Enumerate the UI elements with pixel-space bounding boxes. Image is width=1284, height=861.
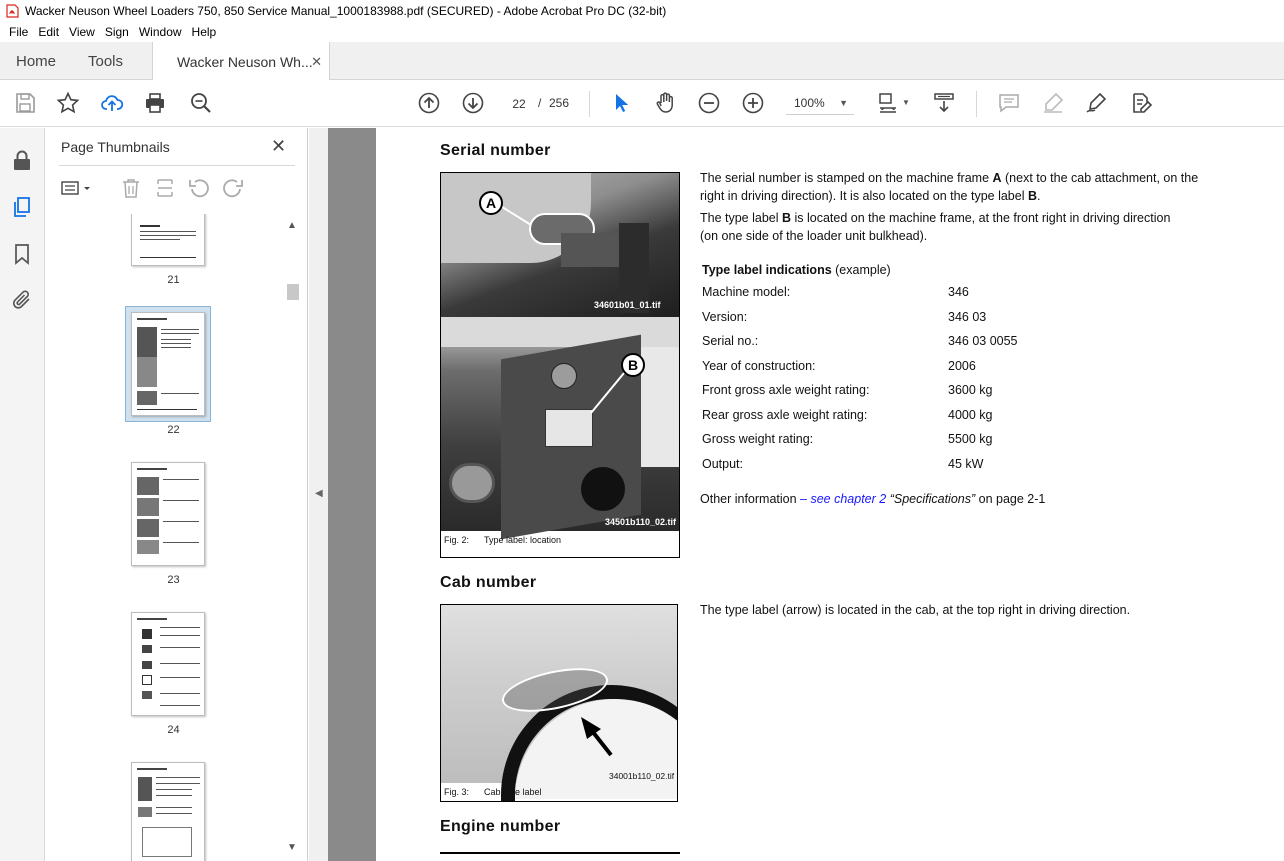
type-label-field: Year of construction: (702, 358, 816, 373)
type-label-value: 5500 kg (948, 432, 993, 447)
type-label-paragraph-line1: The type label B is located on the machine frame, at the front right in driving direction (700, 211, 1171, 225)
page-thumbnails-icon[interactable] (10, 195, 34, 219)
title-bar (0, 0, 1284, 22)
type-label-field: Front gross axle weight rating: (702, 383, 870, 398)
thumbnails-panel (45, 128, 308, 861)
delete-page-icon[interactable] (119, 176, 143, 200)
type-label-value: 4000 kg (948, 407, 993, 422)
menu-window[interactable]: Window (138, 25, 182, 39)
left-rail (0, 128, 45, 861)
heading-engine-number: Engine number (440, 818, 561, 835)
extract-page-icon[interactable] (153, 176, 177, 200)
page-number-input[interactable]: 22 (504, 91, 534, 115)
figure-caption: Cab type label (484, 787, 542, 797)
type-label-field: Rear gross axle weight rating: (702, 407, 868, 422)
comment-icon[interactable] (997, 91, 1021, 115)
type-label-row (700, 452, 1020, 477)
type-label-heading: Type label indications (example) (702, 263, 891, 277)
type-label-value: 45 kW (948, 456, 984, 471)
type-label-value: 346 (948, 285, 969, 300)
bookmarks-icon[interactable] (10, 242, 34, 266)
figure-serial-type-label (440, 172, 680, 558)
type-label-row (700, 403, 1020, 428)
fit-page-icon[interactable] (876, 91, 900, 115)
tab-document-label: Wacker Neuson Wh... (177, 53, 313, 70)
next-page-icon[interactable] (461, 91, 485, 115)
tab-home[interactable]: Home (16, 52, 57, 70)
scrollbar-thumb[interactable] (287, 284, 299, 300)
figure-file-name: 34001b110_02.tif (609, 771, 675, 781)
attachment-icon[interactable] (10, 288, 34, 312)
thumbnail-list (45, 214, 308, 861)
type-label-field: Output: (702, 456, 743, 471)
type-label-row (700, 427, 1020, 452)
page-separator: / (538, 96, 542, 110)
photo-cab-label (441, 605, 678, 783)
tab-bar (0, 42, 1284, 80)
serial-paragraph-line2: right in driving direction). It is also located on the type label B. (700, 189, 1041, 203)
select-cursor-icon[interactable] (609, 91, 633, 115)
close-panel-icon[interactable]: ✕ (271, 136, 287, 156)
type-label-row (700, 354, 1020, 379)
close-tab-icon[interactable]: ✕ (311, 54, 322, 69)
hand-tool-icon[interactable] (653, 91, 677, 115)
acrobat-icon (5, 4, 19, 18)
previous-page-icon[interactable] (417, 91, 441, 115)
tab-document[interactable] (152, 42, 330, 81)
thumbnail-label: 22 (167, 424, 180, 436)
pdf-page (376, 128, 1284, 861)
zoom-out-icon[interactable] (697, 91, 721, 115)
thumbnail-scrollbar[interactable] (285, 214, 301, 859)
cab-paragraph: The type label (arrow) is located in the cab, at the top right in driving direction. (700, 603, 1131, 617)
scroll-down-icon[interactable]: ▼ (287, 842, 297, 853)
total-pages: 256 (549, 96, 570, 110)
menu-bar (0, 22, 1284, 42)
type-label-value: 346 03 (948, 309, 987, 324)
type-label-value: 3600 kg (948, 383, 993, 398)
toolbar-divider (589, 91, 590, 117)
scroll-mode-icon[interactable] (932, 91, 956, 115)
marker-a: A (479, 191, 503, 215)
menu-edit[interactable]: Edit (38, 25, 60, 39)
marker-b: B (621, 353, 645, 377)
page-thumbnail[interactable] (131, 612, 205, 716)
menu-file[interactable]: File (9, 25, 29, 39)
page-thumbnail[interactable] (131, 762, 205, 861)
menu-sign[interactable]: Sign (104, 25, 129, 39)
heading-serial-number: Serial number (440, 142, 551, 159)
search-zoom-icon[interactable] (189, 91, 213, 115)
figure-top-edge (440, 852, 680, 854)
lock-icon[interactable] (10, 149, 34, 173)
tab-tools[interactable]: Tools (88, 52, 124, 70)
other-information: Other information – see chapter 2 “Specifications” on page 2-1 (700, 492, 1046, 506)
scroll-up-icon[interactable]: ▲ (287, 220, 297, 231)
figure-file-name: 34601b01_01.tif (594, 300, 661, 310)
figure-caption-number: Fig. 3: (444, 787, 470, 797)
figure-cab-type-label (440, 604, 678, 802)
page-thumbnail[interactable] (131, 462, 205, 566)
figure-caption-number: Fig. 2: (444, 535, 470, 545)
type-label-row (700, 305, 1020, 330)
zoom-in-icon[interactable] (741, 91, 765, 115)
thumbnail-options-icon[interactable] (59, 178, 95, 198)
divider (59, 165, 295, 166)
type-label-row (700, 329, 1020, 354)
serial-paragraph-line1: The serial number is stamped on the machine frame A (next to the cab attachment, on the (700, 171, 1199, 185)
heading-cab-number: Cab number (440, 574, 537, 591)
type-label-table (700, 280, 1020, 476)
rotate-left-icon[interactable] (187, 176, 211, 200)
photo-machine-frame (441, 173, 680, 317)
type-label-value: 346 03 0055 (948, 334, 1018, 349)
cloud-upload-icon[interactable] (100, 91, 124, 115)
photo-type-label (441, 317, 680, 531)
type-label-field: Machine model: (702, 285, 791, 300)
type-label-field: Gross weight rating: (702, 432, 814, 447)
zoom-level-value: 100% (794, 96, 825, 110)
window-title: Wacker Neuson Wheel Loaders 750, 850 Service Manual_1000183988.pdf (SECURED) - Adobe Acrobat Pro DC (32-bit) (25, 4, 667, 18)
figure-file-name: 34501b110_02.tif (605, 517, 677, 527)
panel-collapse-handle[interactable] (309, 128, 328, 861)
type-label-value: 2006 (948, 358, 976, 373)
menu-help[interactable]: Help (191, 25, 217, 39)
fill-sign-icon[interactable] (1084, 91, 1108, 115)
fit-dropdown-icon[interactable]: ▼ (902, 98, 910, 107)
page-thumbnail-selected[interactable] (131, 312, 205, 416)
save-icon[interactable] (13, 91, 37, 115)
type-label-row (700, 280, 1020, 305)
chapter-link[interactable]: – see chapter 2 (800, 492, 887, 506)
type-label-field: Version: (702, 309, 748, 324)
type-label-row (700, 378, 1020, 403)
type-label-field: Serial no.: (702, 334, 759, 349)
bookmark-star-icon[interactable] (56, 91, 80, 115)
toolbar-divider (976, 91, 977, 117)
thumbnail-label: 24 (167, 724, 180, 736)
thumbnail-label: 21 (167, 274, 180, 286)
thumbnail-label: 23 (167, 574, 180, 586)
document-view[interactable] (328, 128, 1284, 861)
chevron-down-icon: ▼ (839, 98, 848, 108)
rotate-right-icon[interactable] (221, 176, 245, 200)
print-icon[interactable] (143, 91, 167, 115)
zoom-level-select[interactable] (786, 91, 854, 115)
menu-view[interactable]: View (69, 25, 95, 39)
page-thumbnail[interactable] (131, 214, 205, 266)
collapse-arrow-icon[interactable]: ◀ (315, 488, 323, 499)
edit-document-icon[interactable] (1129, 91, 1153, 115)
figure-caption: Type label: location (484, 535, 562, 545)
highlight-pen-icon[interactable] (1041, 91, 1065, 115)
panel-title: Page Thumbnails (61, 139, 170, 155)
type-label-paragraph-line2: (on one side of the loader unit bulkhead). (700, 229, 928, 243)
